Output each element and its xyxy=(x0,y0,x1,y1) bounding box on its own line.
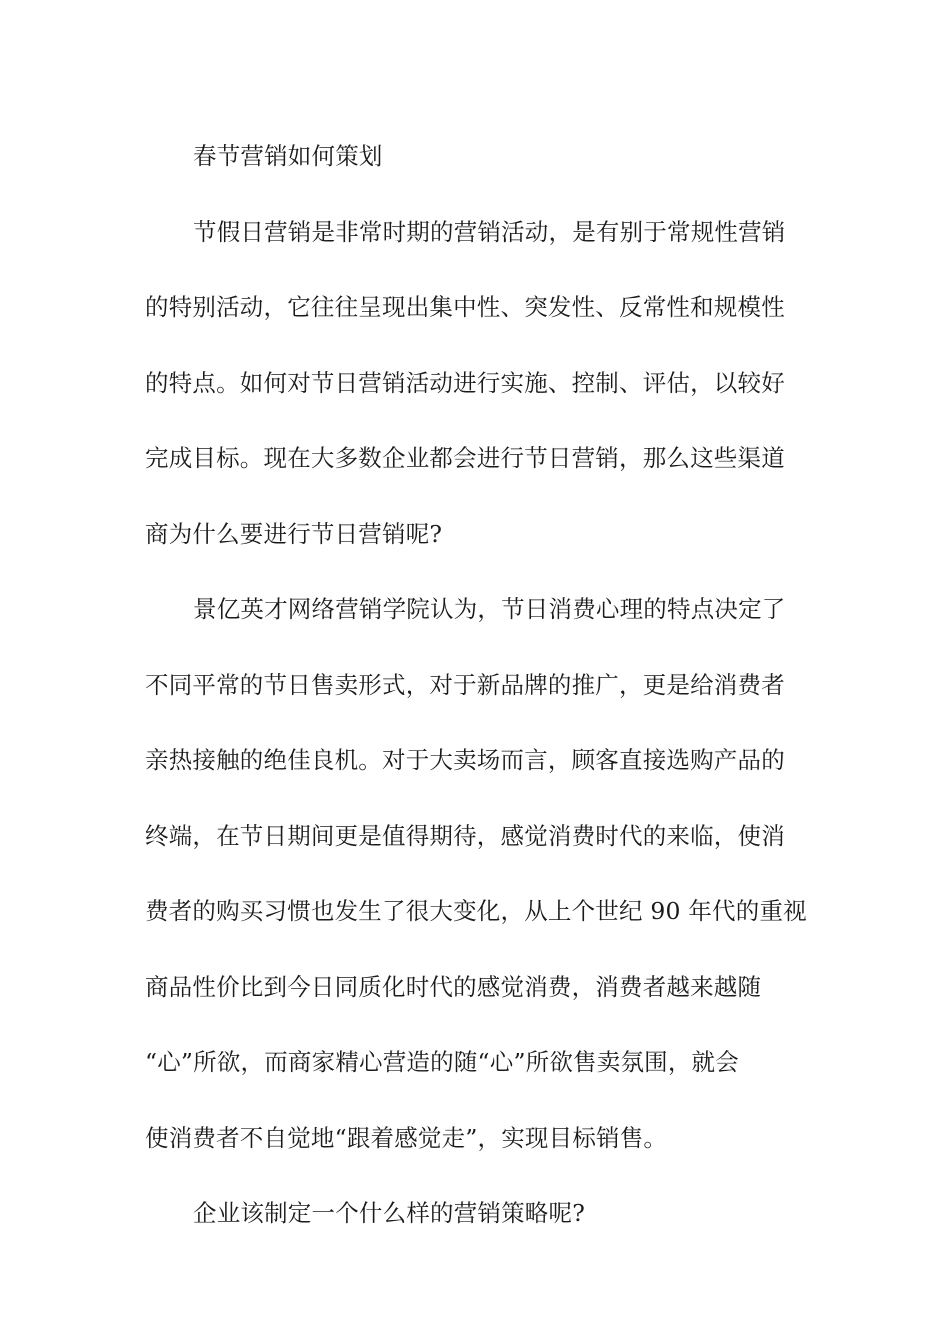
paragraph-1 xyxy=(145,195,809,573)
document-body xyxy=(145,119,809,1252)
paragraph-line: 节假日营销是非常时期的营销活动，是有别于常规性营销 xyxy=(193,217,786,246)
document-title: 春节营销如何策划 xyxy=(193,142,383,170)
paragraph-line: 不同平常的节日售卖形式，对于新品牌的推广，更是给消费者 xyxy=(145,670,785,699)
paragraph-line: 商品性价比到今日同质化时代的感觉消费，消费者越来越随 xyxy=(145,972,762,1001)
paragraph-line: 商为什么要进行节日营销呢? xyxy=(145,519,443,548)
paragraph-line: 企业该制定一个什么样的营销策略呢? xyxy=(193,1199,585,1227)
paragraph-line: 的特点。如何对节日营销活动进行实施、控制、评估，以较好 xyxy=(145,368,785,397)
paragraph-2 xyxy=(145,572,809,1176)
paragraph-line: 亲热接触的绝佳良机。对于大卖场而言，顾客直接选购产品的 xyxy=(145,746,785,774)
paragraph-line: “心”所欲，而商家精心营造的随“心”所欲售卖氛围，就会 xyxy=(145,1048,739,1076)
paragraph-line: 终端，在节日期间更是值得期待，感觉消费时代的来临，使消 xyxy=(145,821,785,850)
paragraph-line: 完成目标。现在大多数企业都会进行节日营销，那么这些渠道 xyxy=(145,444,785,472)
paragraph-line: 的特别活动，它往往呈现出集中性、突发性、反常性和规模性 xyxy=(145,293,785,321)
paragraph-3 xyxy=(145,1176,809,1252)
paragraph-line: 景亿英才网络营销学院认为，节日消费心理的特点决定了 xyxy=(193,595,786,623)
paragraph-line: 费者的购买习惯也发生了很大变化，从上个世纪 90 年代的重视 xyxy=(145,897,807,925)
paragraph-line: 使消费者不自觉地“跟着感觉走”，实现目标销售。 xyxy=(145,1123,668,1152)
